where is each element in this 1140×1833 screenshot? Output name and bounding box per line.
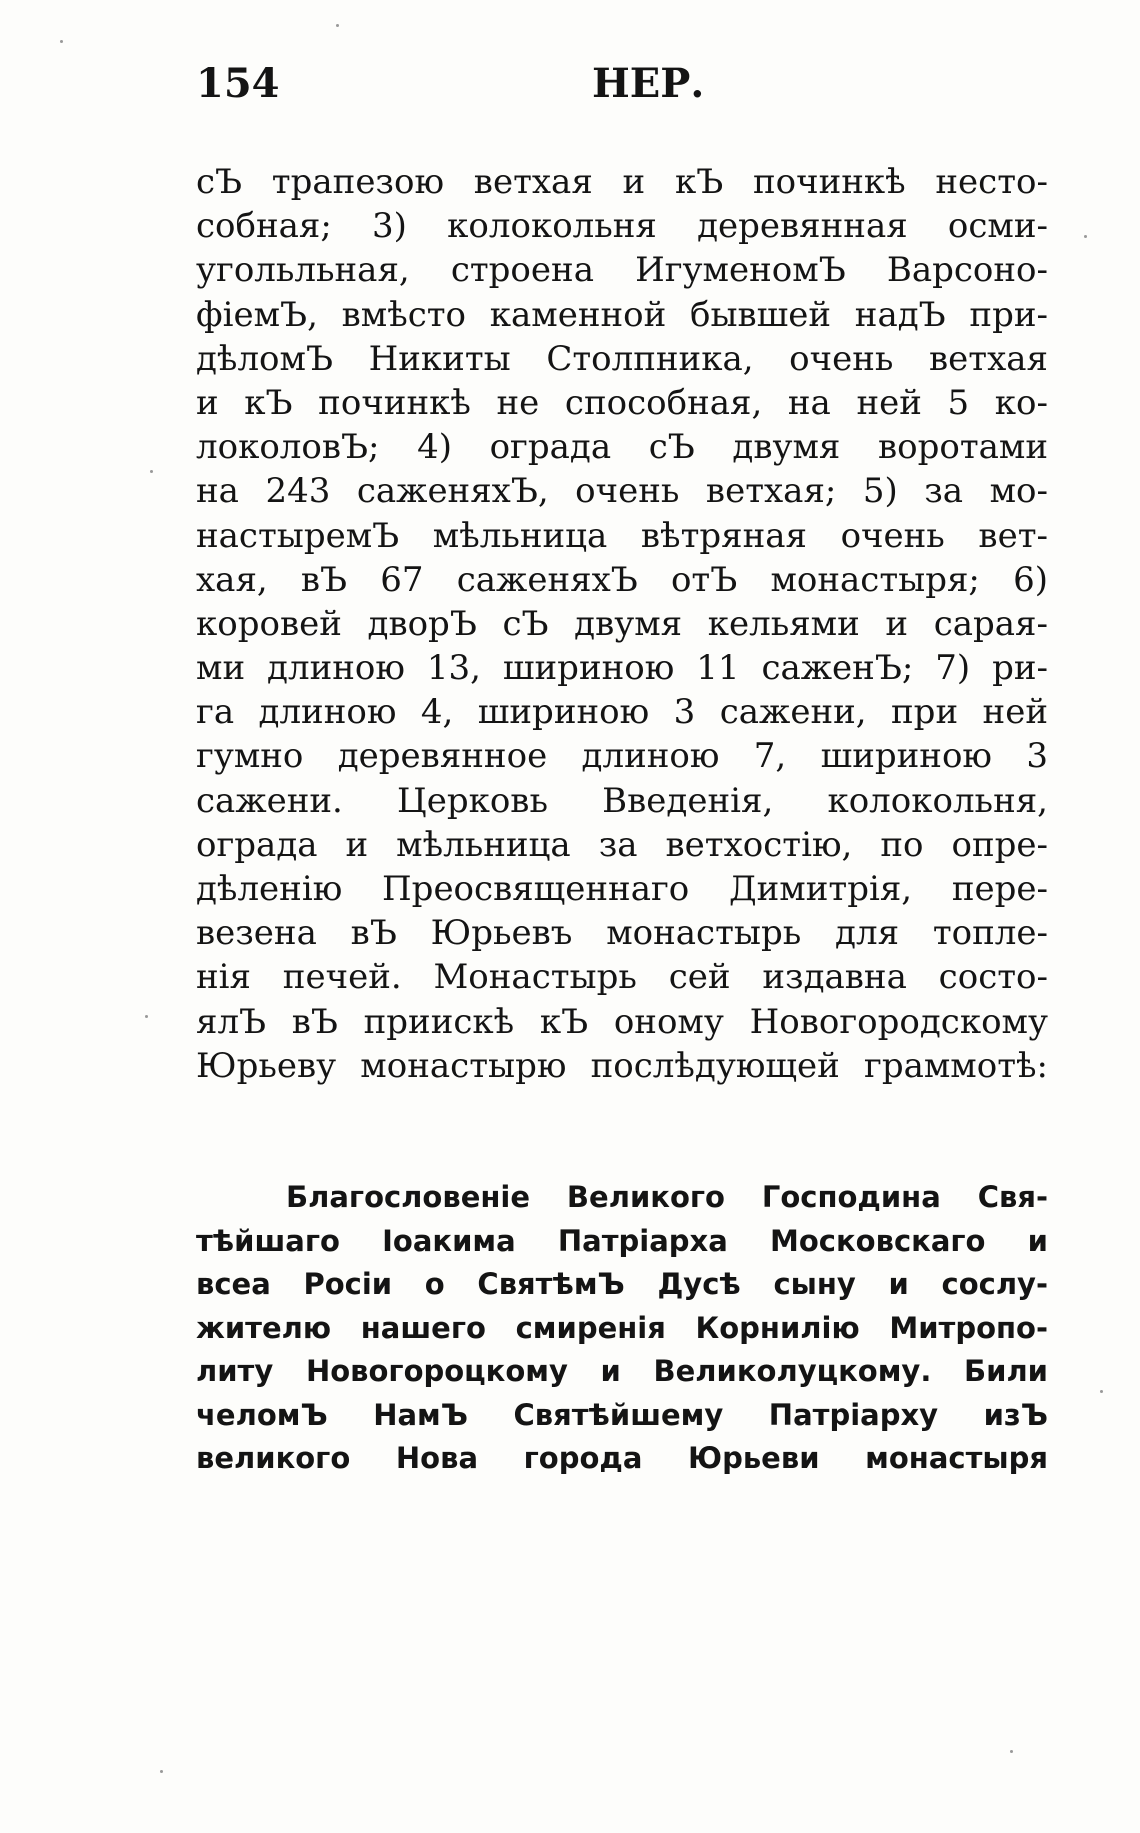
paper-speck	[1010, 1750, 1013, 1753]
grant-line: тѣйшаго Іоакима Патріарха Московскаго и	[196, 1223, 1048, 1258]
text-line: хая, вЪ 67 саженяхЪ отЪ монастыря; 6)	[196, 559, 1048, 600]
main-paragraph	[196, 160, 1048, 1088]
paper-speck	[150, 470, 153, 473]
text-line: дѣломЪ Никиты Столпника, очень ветхая	[196, 338, 1048, 379]
running-head: НЕР.	[592, 60, 705, 107]
paper-speck	[145, 1015, 148, 1018]
grant-line: Благословеніе Великого Господина Свя-	[286, 1180, 1048, 1214]
paper-speck	[160, 1770, 163, 1773]
text-line: собная; 3) колокольня деревянная осми-	[196, 206, 1048, 247]
text-line: га длиною 4, шириною 3 сажени, при ней	[196, 692, 1048, 733]
text-line: и кЪ починкѣ не способная, на ней 5 ко-	[196, 382, 1048, 423]
grant-line: челомЪ НамЪ Святѣйшему Патріарху изЪ	[196, 1397, 1048, 1432]
quoted-grant	[196, 1176, 1048, 1481]
paper-speck	[60, 40, 63, 43]
text-line: дѣленію Преосвященнаго Димитрія, пере-	[196, 869, 1048, 909]
grant-line: всеа Росіи о СвятѣмЪ Дусѣ сыну и сослу-	[196, 1267, 1048, 1301]
text-line: ялЪ вЪ приискѣ кЪ оному Новогородскому	[196, 1001, 1048, 1042]
text-line: угольльная, строена ИгуменомЪ Варсоно-	[196, 250, 1048, 291]
text-line: коровей дворЪ сЪ двумя кельями и сарая-	[196, 603, 1048, 644]
text-line: гумно деревянное длиною 7, шириною 3	[196, 736, 1048, 777]
text-line: локоловЪ; 4) ограда сЪ двумя воротами	[196, 427, 1048, 468]
text-line: нія печей. Монастырь сей издавна состо-	[196, 957, 1048, 998]
text-line: ми длиною 13, шириною 11 саженЪ; 7) ри-	[196, 648, 1048, 689]
grant-line: литу Новогороцкому и Великолуцкому. Били	[196, 1354, 1048, 1388]
paper-speck	[1100, 1390, 1103, 1393]
grant-line: великого Нова города Юрьеви монастыря	[196, 1441, 1048, 1475]
text-line: ограда и мѣльница за ветхостію, по опре-	[196, 824, 1048, 865]
text-line: сЪ трапезою ветхая и кЪ починкѣ несто-	[196, 162, 1048, 202]
text-line: сажени. Церковь Введенія, колокольня,	[196, 780, 1048, 821]
page-header	[196, 60, 1040, 120]
text-line: везена вЪ Юрьевъ монастырь для топле-	[196, 913, 1048, 954]
paper-speck	[336, 24, 339, 27]
text-line: фіемЪ, вмѣсто каменной бывшей надЪ при-	[196, 294, 1048, 335]
grant-line: жителю нашего смиренія Корнилію Митропо-	[196, 1310, 1048, 1345]
text-line: на 243 саженяхЪ, очень ветхая; 5) за мо-	[196, 471, 1048, 512]
paper-speck	[1084, 235, 1087, 238]
text-line: Юрьеву монастырю послѣдующей граммотѣ:	[196, 1045, 1048, 1086]
page-number: 154	[196, 60, 280, 107]
text-line: настыремЪ мѣльница вѣтряная очень вет-	[196, 515, 1048, 556]
